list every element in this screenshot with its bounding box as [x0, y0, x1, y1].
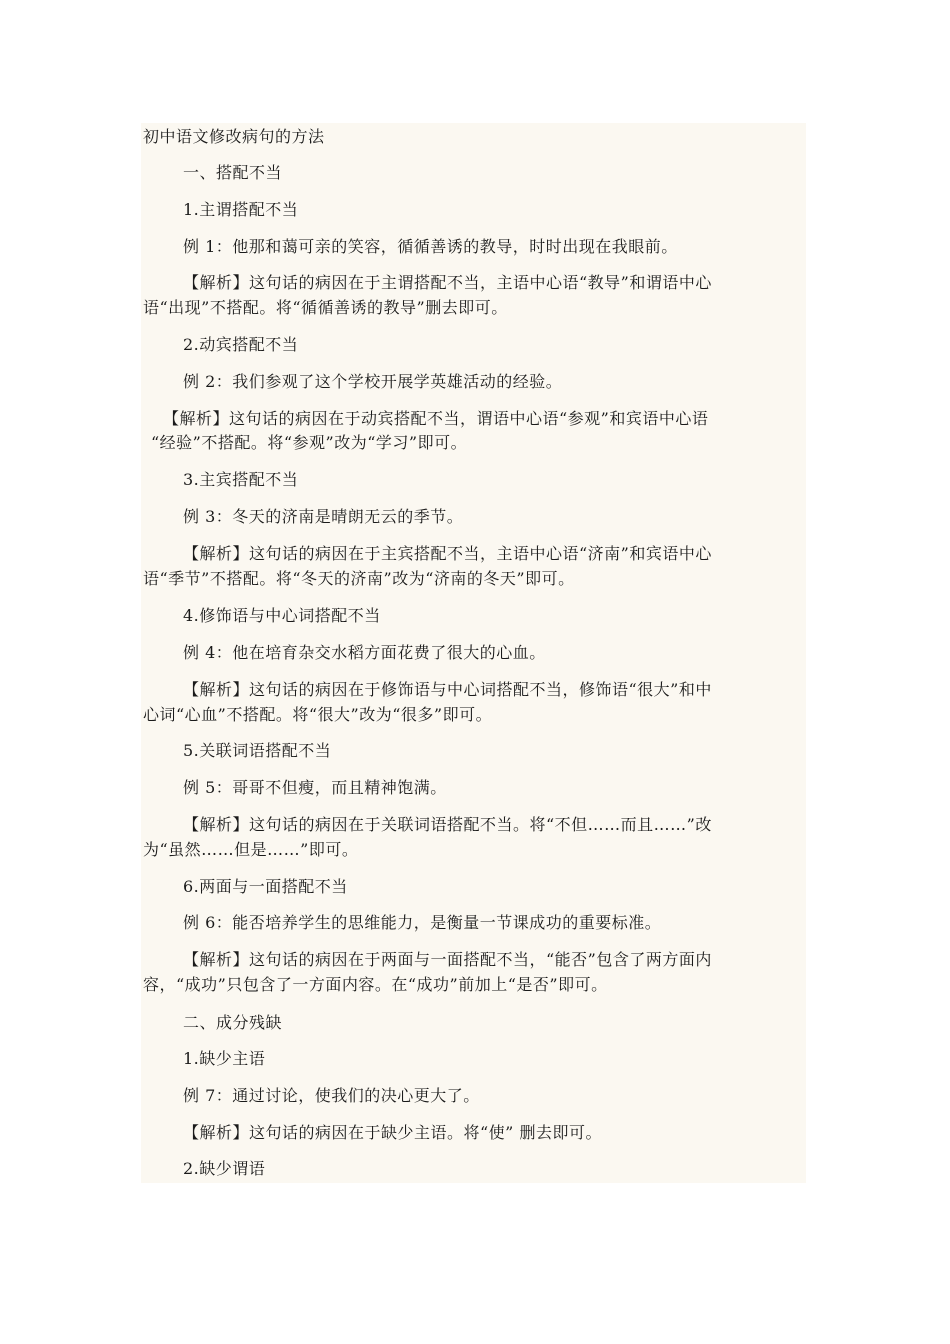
analysis-5-line-2: 为“虽然……但是……”即可。	[143, 840, 359, 859]
analysis-6-line-2: 容，“成功”只包含了一方面内容。在“成功”前加上“是否”即可。	[143, 975, 608, 994]
analysis-1-line-2: 语“出现”不搭配。将“循循善诱的教导”删去即可。	[143, 298, 508, 317]
example-5: 例 5：哥哥不但瘦，而且精神饱满。	[183, 778, 447, 797]
analysis-3-line-1: 【解析】这句话的病因在于主宾搭配不当，主语中心语“济南”和宾语中心	[183, 544, 712, 563]
subheading-2-2: 2.缺少谓语	[183, 1159, 266, 1178]
subheading-1-1: 1.主谓搭配不当	[183, 200, 299, 219]
analysis-3-line-2: 语“季节”不搭配。将“冬天的济南”改为“济南的冬天”即可。	[143, 569, 575, 588]
example-1: 例 1：他那和蔼可亲的笑容，循循善诱的教导，时时出现在我眼前。	[183, 237, 678, 256]
subheading-1-3: 3.主宾搭配不当	[183, 470, 299, 489]
analysis-7: 【解析】这句话的病因在于缺少主语。将“使” 删去即可。	[183, 1123, 602, 1142]
subheading-1-4: 4.修饰语与中心词搭配不当	[183, 606, 381, 625]
example-7: 例 7：通过讨论，使我们的决心更大了。	[183, 1086, 480, 1105]
subheading-1-6: 6.两面与一面搭配不当	[183, 877, 348, 896]
subheading-2-1: 1.缺少主语	[183, 1049, 266, 1068]
subheading-1-2: 2.动宾搭配不当	[183, 335, 299, 354]
analysis-2-line-2: “经验”不搭配。将“参观”改为“学习”即可。	[151, 433, 468, 452]
document-title: 初中语文修改病句的方法	[143, 127, 325, 146]
section-heading-2: 二、成分残缺	[183, 1013, 283, 1032]
example-3: 例 3：冬天的济南是晴朗无云的季节。	[183, 507, 464, 526]
analysis-4-line-2: 心词“心血”不搭配。将“很大”改为“很多”即可。	[143, 705, 493, 724]
example-6: 例 6：能否培养学生的思维能力，是衡量一节课成功的重要标准。	[183, 913, 662, 932]
analysis-6-line-1: 【解析】这句话的病因在于两面与一面搭配不当，“能否”包含了两方面内	[183, 950, 712, 969]
subheading-1-5: 5.关联词语搭配不当	[183, 741, 332, 760]
analysis-1-line-1: 【解析】这句话的病因在于主谓搭配不当，主语中心语“教导”和谓语中心	[183, 273, 712, 292]
section-heading-1: 一、搭配不当	[183, 163, 283, 182]
analysis-5-line-1: 【解析】这句话的病因在于关联词语搭配不当。将“不但……而且……”改	[183, 815, 712, 834]
analysis-2-line-1: 【解析】这句话的病因在于动宾搭配不当，谓语中心语“参观”和宾语中心语	[163, 409, 709, 428]
analysis-4-line-1: 【解析】这句话的病因在于修饰语与中心词搭配不当，修饰语“很大”和中	[183, 680, 712, 699]
example-4: 例 4：他在培育杂交水稻方面花费了很大的心血。	[183, 643, 546, 662]
example-2: 例 2：我们参观了这个学校开展学英雄活动的经验。	[183, 372, 563, 391]
